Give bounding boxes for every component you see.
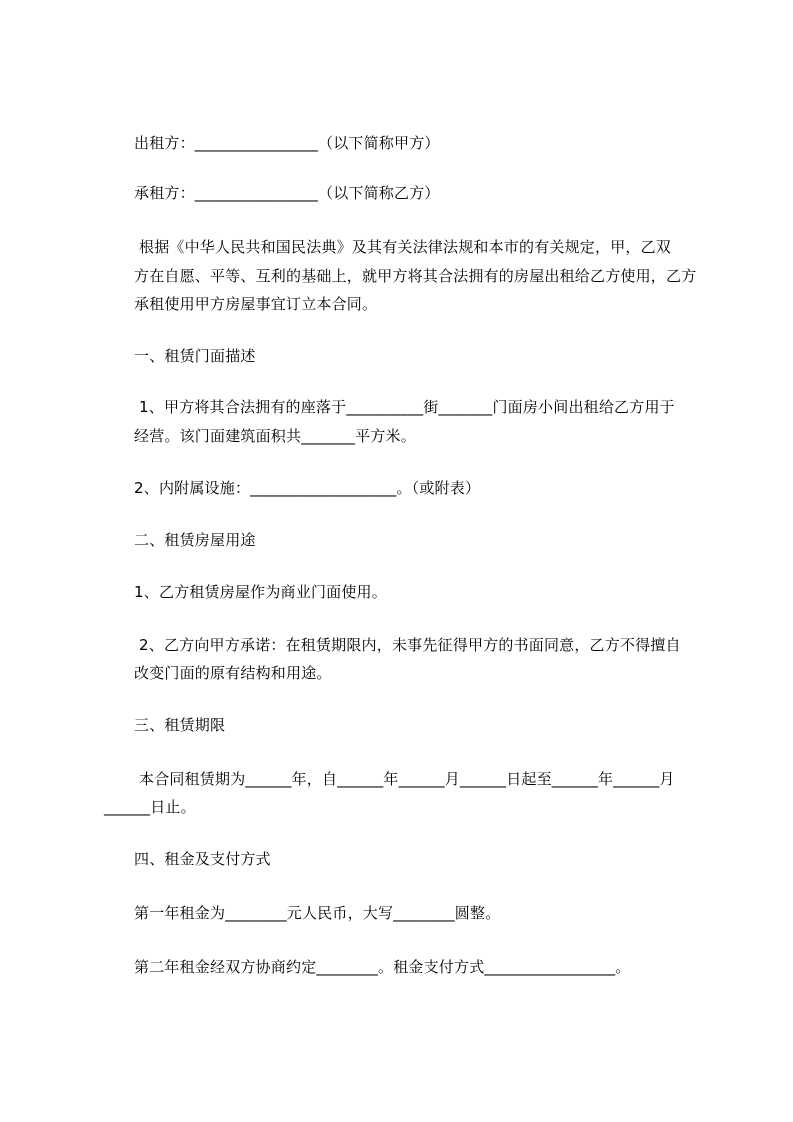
clause-1-1-line-1: 1、甲方将其合法拥有的座落于__________街_______门面房小间出租给乙方用于 (139, 398, 675, 416)
section-heading-2: 二、租赁房屋用途 (134, 531, 256, 549)
clause-2-1-line-1: 1、乙方租赁房屋作为商业门面使用。 (134, 583, 387, 601)
clause-3-1-line-2: ______日止。 (104, 798, 196, 816)
section-heading-4: 四、租金及支付方式 (134, 850, 271, 868)
preamble-line-2: 方在自愿、平等、互利的基础上，就甲方将其合法拥有的房屋出租给乙方使用，乙方 (134, 267, 697, 285)
lessor-line: 出租方：________________（以下简称甲方） (134, 134, 440, 152)
lessee-line: 承租方：________________（以下简称乙方） (134, 184, 440, 202)
clause-2-2-line-2: 改变门面的原有结构和用途。 (134, 664, 332, 682)
section-heading-1: 一、租赁门面描述 (134, 347, 256, 365)
section-heading-3: 三、租赁期限 (134, 716, 226, 734)
clause-4-1-line-1: 第一年租金为________元人民币，大写________圆整。 (134, 904, 501, 922)
preamble-line-3: 承租使用甲方房屋事宜订立本合同。 (134, 295, 378, 313)
clause-1-2-line-1: 2、内附属设施：___________________。（或附表） (134, 479, 481, 497)
clause-4-2-line-1: 第二年租金经双方协商约定________。租金支付方式_________________。 (134, 958, 631, 976)
clause-1-1-line-2: 经营。该门面建筑面积共_______平方米。 (134, 427, 416, 445)
preamble-line-1: 根据《中华人民共和国民法典》及其有关法律法规和本市的有关规定，甲，乙双 (139, 238, 672, 256)
clause-3-1-line-1: 本合同租赁期为______年，自______年______月______日起至______年______月 (139, 770, 675, 788)
clause-2-2-line-1: 2、乙方向甲方承诺：在租赁期限内，未事先征得甲方的书面同意，乙方不得擅自 (139, 636, 681, 654)
